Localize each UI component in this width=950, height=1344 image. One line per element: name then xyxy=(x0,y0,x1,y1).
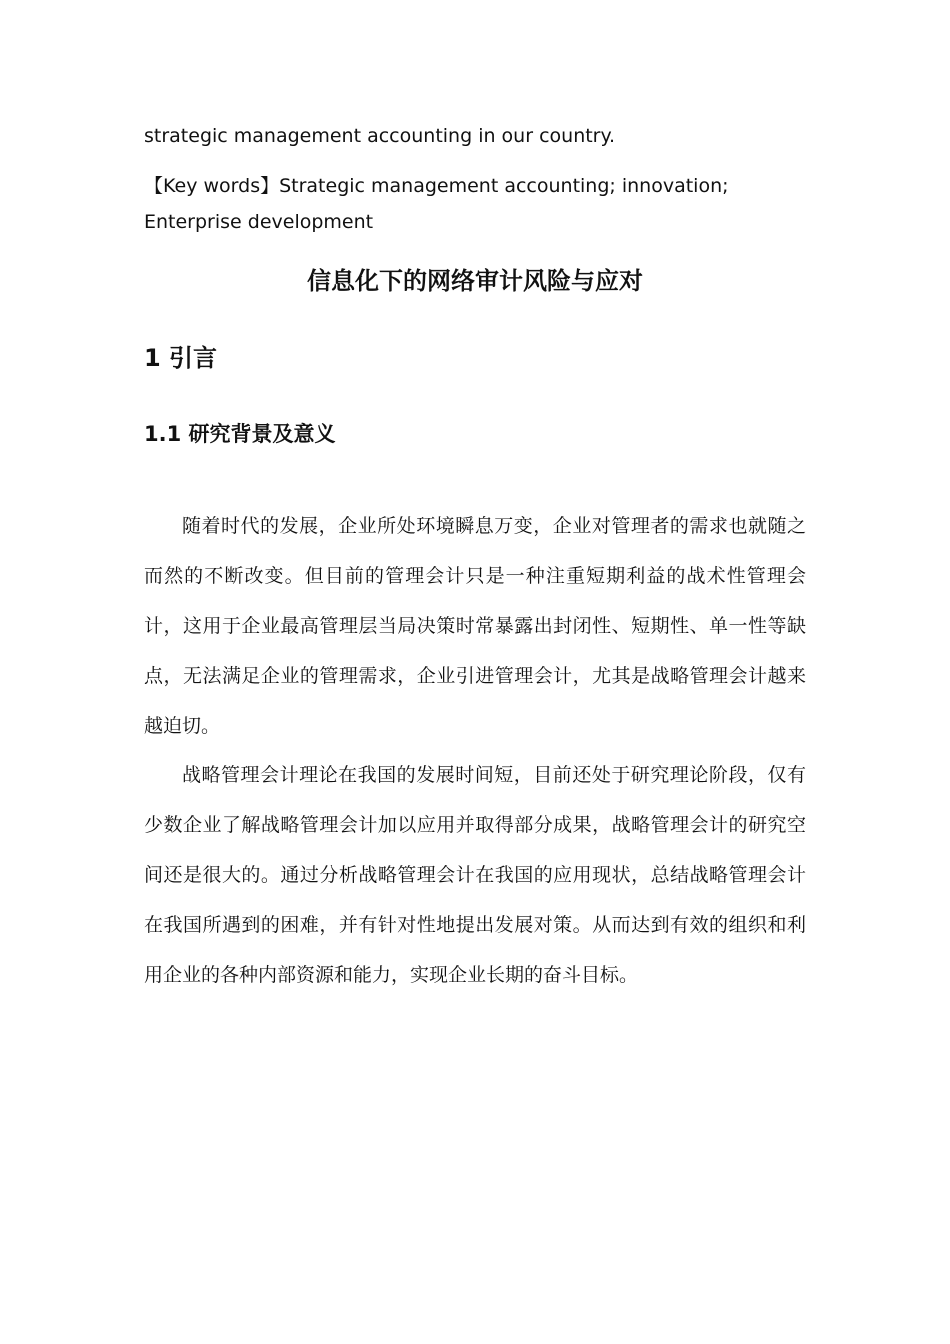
body-paragraph-2: 战略管理会计理论在我国的发展时间短，目前还处于研究理论阶段，仅有少数企业了解战略管理会计加以应用并取得部分成果，战略管理会计的研究空间还是很大的。通过分析战略管理会计在我国的应用现状，总结战略管理会计在我国所遇到的困难，并有针对性地提出发展对策。从而达到有效的组织和利用企业的各种内部资源和能力，实现企业长期的奋斗目标。 xyxy=(144,764,806,986)
section-heading-1: 1 引言 xyxy=(144,344,218,372)
abstract-last-line: strategic management accounting in our country. xyxy=(144,125,616,147)
subsection-heading-1-1: 1.1 研究背景及意义 xyxy=(144,422,336,446)
body-paragraph-1: 随着时代的发展，企业所处环境瞬息万变，企业对管理者的需求也就随之而然的不断改变。但目前的管理会计只是一种注重短期利益的战术性管理会计，这用于企业最高管理层当局决策时常暴露出封闭性、短期性、单一性等缺点，无法满足企业的管理需求，企业引进管理会计，尤其是战略管理会计越来越迫切。 xyxy=(144,515,806,737)
keywords-line-1: 【Key words】Strategic management accounting; innovation; xyxy=(144,175,729,197)
document-title: 信息化下的网络审计风险与应对 xyxy=(307,267,643,295)
keywords-line-2: Enterprise development xyxy=(144,211,374,233)
